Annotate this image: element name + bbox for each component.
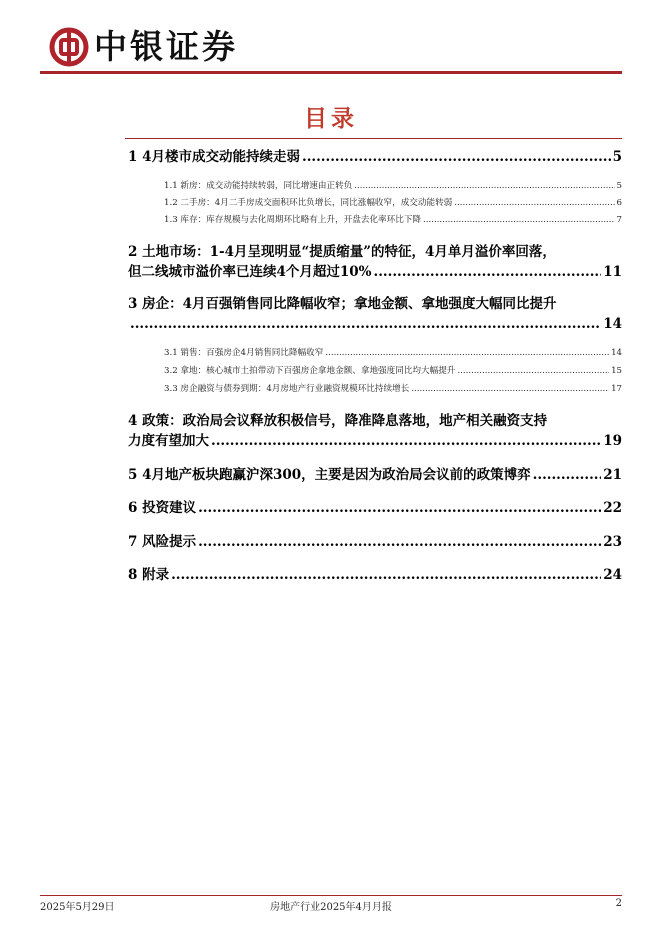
footer-page-number: 2 — [615, 898, 622, 909]
toc-entry-2[interactable]: 2 土地市场：1-4月呈现明显“提质缩量”的特征，4月单月溢价率回落， 但二线城市溢价率已连续4个月超过10% ..... 11 — [128, 242, 622, 282]
page-header — [0, 0, 662, 80]
header-divider — [40, 71, 622, 74]
toc-title: 目录 — [304, 106, 358, 132]
toc-entry-3-1[interactable]: 3.1 销售：百强房企4月销售同比降幅收窄 ..... 14 — [164, 347, 622, 359]
toc-entry-4[interactable]: 4 政策：政治局会议释放积极信号，降准降息落地，地产相关融资支持 力度有望加大 ..... 19 — [128, 411, 622, 451]
toc-entry-6[interactable]: 6 投资建议 ..... 22 — [128, 498, 622, 518]
toc-entry-3-2[interactable]: 3.2 拿地：核心城市土拍带动下百强房企拿地金额、拿地强度同比均大幅提升 ..... 15 — [164, 365, 622, 377]
toc-entry-1-3[interactable]: 1.3 库存：库存规模与去化周期环比略有上升，开盘去化率环比下降 ..... 7 — [164, 214, 622, 226]
toc-title-divider — [125, 138, 622, 139]
toc-entry-3-3[interactable]: 3.3 房企融资与债券到期：4月房地产行业融资规模环比持续增长 ..... 17 — [164, 383, 622, 395]
toc-entry-8[interactable]: 8 附录 ..... 24 — [128, 565, 622, 585]
toc-entry-3[interactable]: 3 房企：4月百强销售同比降幅收窄；拿地金额、拿地强度大幅同比提升 ..... 14 — [128, 294, 622, 334]
toc-entry-7[interactable]: 7 风险提示 ..... 23 — [128, 532, 622, 552]
bank-of-china-logo-icon — [49, 27, 89, 67]
footer-date: 2025年5月29日 — [40, 902, 115, 913]
toc-entry-1[interactable]: 1 4月楼市成交动能持续走弱 ..... 5 — [128, 147, 622, 167]
footer-report-title: 房地产行业2025年4月月报 — [270, 902, 392, 913]
toc-entry-1-2[interactable]: 1.2 二手房：4月二手房成交面积环比负增长，同比涨幅收窄，成交动能转弱 ..... 6 — [164, 197, 622, 209]
footer-divider — [40, 895, 622, 896]
toc-entry-1-1[interactable]: 1.1 新房：成交动能持续转弱，同比增速由正转负 ..... 5 — [164, 180, 622, 192]
toc-entry-5[interactable]: 5 4月地产板块跑赢沪深300，主要是因为政治局会议前的政策博弈 ..... 21 — [128, 465, 622, 485]
brand-name: 中银证券 — [94, 27, 238, 66]
